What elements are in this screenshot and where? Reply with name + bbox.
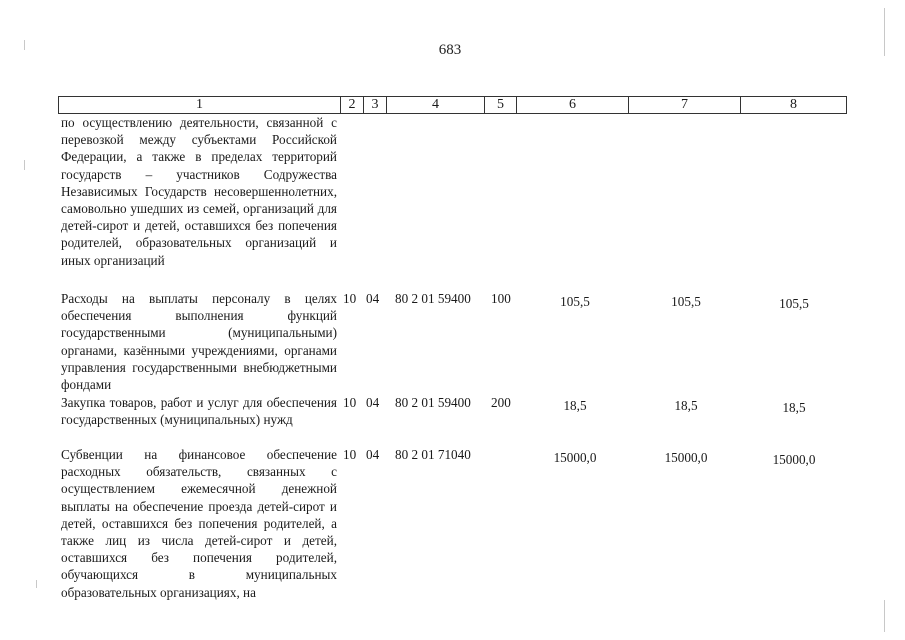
row-description: по осуществлению деятельности, связанной с перевозкой между субъектами Российской Федерации, а также в пределах территорий государств – участников Содружества Независимых Государств несовершеннолетних, самовольно ушедших из семей, организаций для детей-сирот и детей, оставшихся без попечения родителей, образовательных организаций и иных организаций [61, 115, 337, 268]
row-subsection-code: 04 [366, 447, 380, 462]
column-header-4: 4 [387, 97, 485, 114]
column-header-5: 5 [485, 97, 517, 114]
row-amount-col6: 105,5 [560, 294, 590, 309]
row-section-code: 10 [343, 447, 357, 462]
scan-edge-mark [24, 160, 25, 170]
column-header-7: 7 [629, 97, 741, 114]
row-target-article-code: 80 2 01 59400 [395, 395, 471, 410]
row-target-article-code: 80 2 01 71040 [395, 447, 471, 462]
row-amount-col6: 15000,0 [553, 450, 597, 465]
row-description: Закупка товаров, работ и услуг для обеспечения государственных (муниципальных) нужд [61, 395, 337, 428]
row-amount-col6: 18,5 [563, 398, 587, 413]
row-amount-col7: 15000,0 [664, 450, 708, 465]
column-header-2: 2 [341, 97, 364, 114]
row-section-code: 10 [343, 291, 357, 306]
scan-edge-line [884, 600, 885, 632]
row-subsection-code: 04 [366, 395, 380, 410]
row-section-code: 10 [343, 395, 357, 410]
row-target-article-code: 80 2 01 59400 [395, 291, 471, 306]
row-expense-type-code: 100 [491, 291, 511, 306]
scan-edge-mark [36, 580, 37, 588]
row-subsection-code: 04 [366, 291, 380, 306]
row-amount-col8: 15000,0 [772, 452, 816, 467]
column-header-8: 8 [741, 97, 847, 114]
column-header-row [59, 97, 847, 114]
scan-edge-line [884, 8, 885, 56]
column-header-table [58, 96, 847, 114]
row-amount-col7: 18,5 [674, 398, 698, 413]
column-header-6: 6 [517, 97, 629, 114]
scan-edge-mark [24, 40, 25, 50]
row-description: Субвенции на финансовое обеспечение расходных обязательств, связанных с осуществлением ежемесячной денежной выплаты на обеспечение проезда детей-сирот и детей, оставшихся без попечения родителей, а также лиц из числа детей-сирот и детей, оставшихся без попечения родителей, обучающихся в муниципальных образовательных организациях, на [61, 447, 337, 600]
row-amount-col8: 18,5 [782, 400, 806, 415]
column-header-1: 1 [59, 97, 341, 114]
column-header-3: 3 [364, 97, 387, 114]
row-amount-col7: 105,5 [671, 294, 701, 309]
page-number: 683 [438, 42, 462, 58]
row-description: Расходы на выплаты персоналу в целях обеспечения выполнения функций государственными (муниципальными) органами, казёнными учреждениями, органами управления государственными внебюджетными фондами [61, 291, 337, 393]
row-amount-col8: 105,5 [779, 296, 809, 311]
row-expense-type-code: 200 [491, 395, 511, 410]
